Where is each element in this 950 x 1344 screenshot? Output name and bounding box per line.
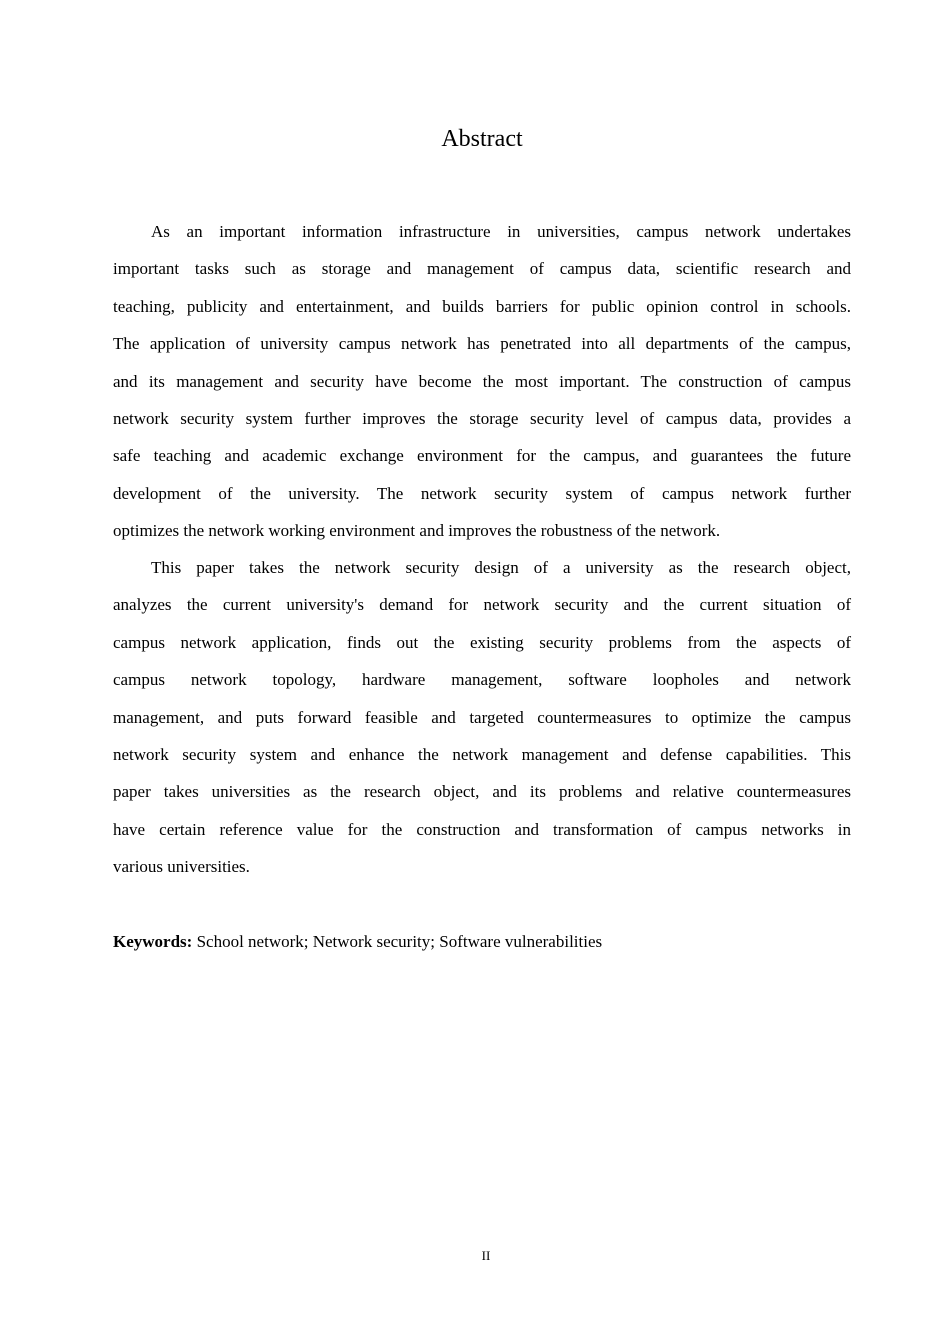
text-line: campus network topology, hardware management, software loopholes and network	[113, 670, 851, 690]
text-line: paper takes universities as the research object, and its problems and relative countermeasures	[113, 782, 851, 802]
keywords	[113, 930, 602, 954]
text-line: development of the university. The network security system of campus network further	[113, 483, 851, 503]
text-line: network security system and enhance the network management and defense capabilities. This	[113, 744, 851, 764]
page-title: Abstract	[441, 126, 523, 152]
text-line: various universities.	[113, 857, 250, 877]
keywords-label: Keywords:	[113, 932, 193, 951]
abstract-paragraph-1	[113, 213, 851, 550]
text-line: teaching, publicity and entertainment, and builds barriers for public opinion control in schools.	[113, 296, 851, 316]
abstract-paragraph-2	[113, 549, 851, 886]
text-line: important tasks such as storage and management of campus data, scientific research and	[113, 259, 851, 279]
text-line: This paper takes the network security design of a university as the research object,	[151, 558, 851, 577]
text-line: safe teaching and academic exchange environment for the campus, and guarantees the future	[113, 446, 851, 466]
text-line: As an important information infrastructure in universities, campus network undertakes	[151, 222, 851, 241]
page-number: II	[481, 1248, 491, 1263]
text-line: have certain reference value for the construction and transformation of campus networks in	[113, 819, 851, 839]
text-line: network security system further improves the storage security level of campus data, provides a	[113, 408, 851, 428]
text-line: campus network application, finds out the existing security problems from the aspects of	[113, 632, 851, 652]
text-line: management, and puts forward feasible and targeted countermeasures to optimize the campus	[113, 707, 851, 727]
text-line: and its management and security have become the most important. The construction of campus	[113, 371, 851, 391]
text-line: The application of university campus network has penetrated into all departments of the campus,	[113, 334, 851, 354]
keywords-value: School network; Network security; Software vulnerabilities	[192, 932, 603, 951]
text-line: analyzes the current university's demand for network security and the current situation of	[113, 595, 851, 615]
text-line: optimizes the network working environment and improves the robustness of the network.	[113, 521, 721, 541]
